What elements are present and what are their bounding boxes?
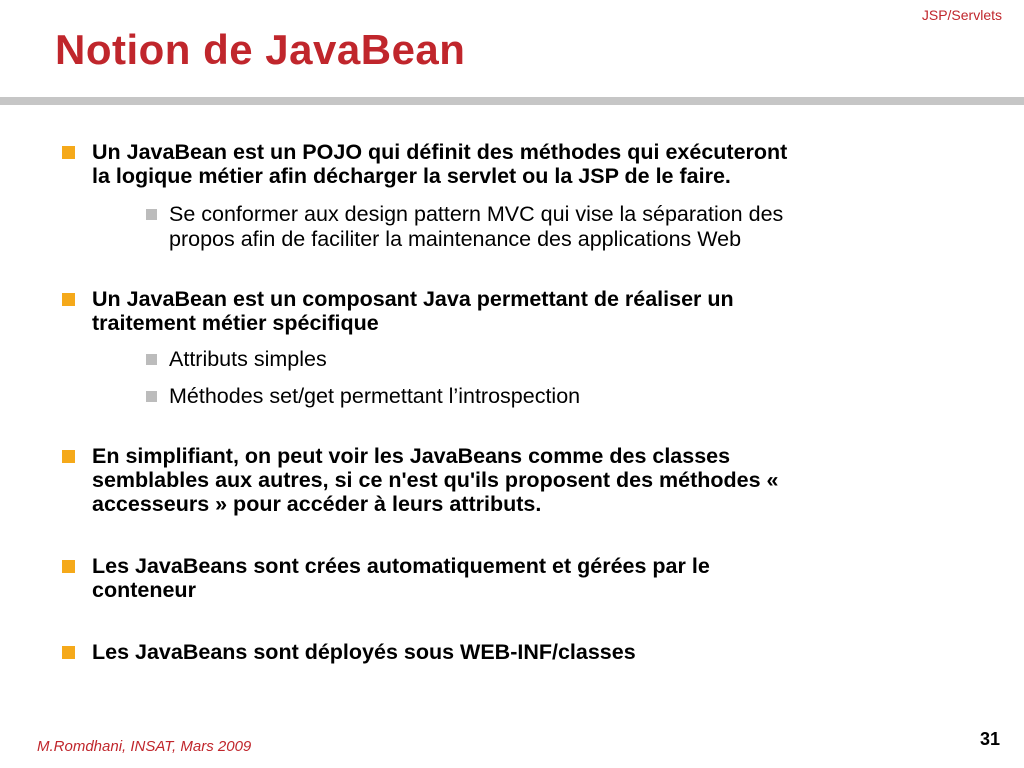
slide-title: Notion de JavaBean	[55, 26, 466, 73]
gray-square-bullet-icon	[146, 209, 157, 220]
page-number: 31	[979, 729, 1000, 749]
bullet-3-line-2: semblables aux autres, si ce n'est qu'ils proposent des méthodes «	[92, 468, 779, 492]
bullet-2-line-2: traitement métier spécifique	[92, 311, 379, 335]
bullet-item-2	[60, 287, 940, 335]
bullet-item-3	[60, 444, 940, 516]
gray-square-bullet-icon	[146, 391, 157, 402]
orange-square-bullet-icon	[62, 146, 75, 159]
header-tag: JSP/Servlets	[921, 7, 1002, 23]
bullet-4-line-2: conteneur	[92, 578, 196, 602]
bullet-item-4	[60, 554, 940, 602]
sub-bullet-item-1-1	[144, 202, 940, 252]
orange-square-bullet-icon	[62, 646, 75, 659]
orange-square-bullet-icon	[62, 293, 75, 306]
bullet-1-line-1: Un JavaBean est un POJO qui définit des méthodes qui exécuteront	[92, 140, 788, 164]
bullet-item-1	[60, 140, 940, 188]
sub-bullet-1-1-line-2: propos afin de faciliter la maintenance des applications Web	[169, 227, 742, 251]
sub-bullet-2-1-line-1: Attributs simples	[169, 347, 327, 371]
title-divider	[0, 97, 1024, 105]
bullet-4-line-1: Les JavaBeans sont crées automatiquement et gérées par le	[92, 554, 710, 578]
bullet-5-line-1: Les JavaBeans sont déployés sous WEB-INF/classes	[92, 640, 636, 664]
orange-square-bullet-icon	[62, 450, 75, 463]
sub-bullet-1-1-line-1: Se conformer aux design pattern MVC qui vise la séparation des	[169, 202, 784, 226]
bullet-2-line-1: Un JavaBean est un composant Java permettant de réaliser un	[92, 287, 734, 311]
sub-bullet-item-2-2	[144, 384, 940, 409]
bullet-3-line-3: accesseurs » pour accéder à leurs attributs.	[92, 492, 542, 516]
bullet-item-5	[60, 640, 940, 664]
bullet-3-line-1: En simplifiant, on peut voir les JavaBeans comme des classes	[92, 444, 731, 468]
sub-bullet-item-2-1	[144, 347, 940, 372]
gray-square-bullet-icon	[146, 354, 157, 365]
sub-bullet-2-2-line-1: Méthodes set/get permettant l’introspection	[169, 384, 581, 408]
footer-author: M.Romdhani, INSAT, Mars 2009	[37, 738, 252, 755]
slide-content	[60, 140, 940, 664]
bullet-1-line-2: la logique métier afin décharger la servlet ou la JSP de le faire.	[92, 164, 731, 188]
orange-square-bullet-icon	[62, 560, 75, 573]
